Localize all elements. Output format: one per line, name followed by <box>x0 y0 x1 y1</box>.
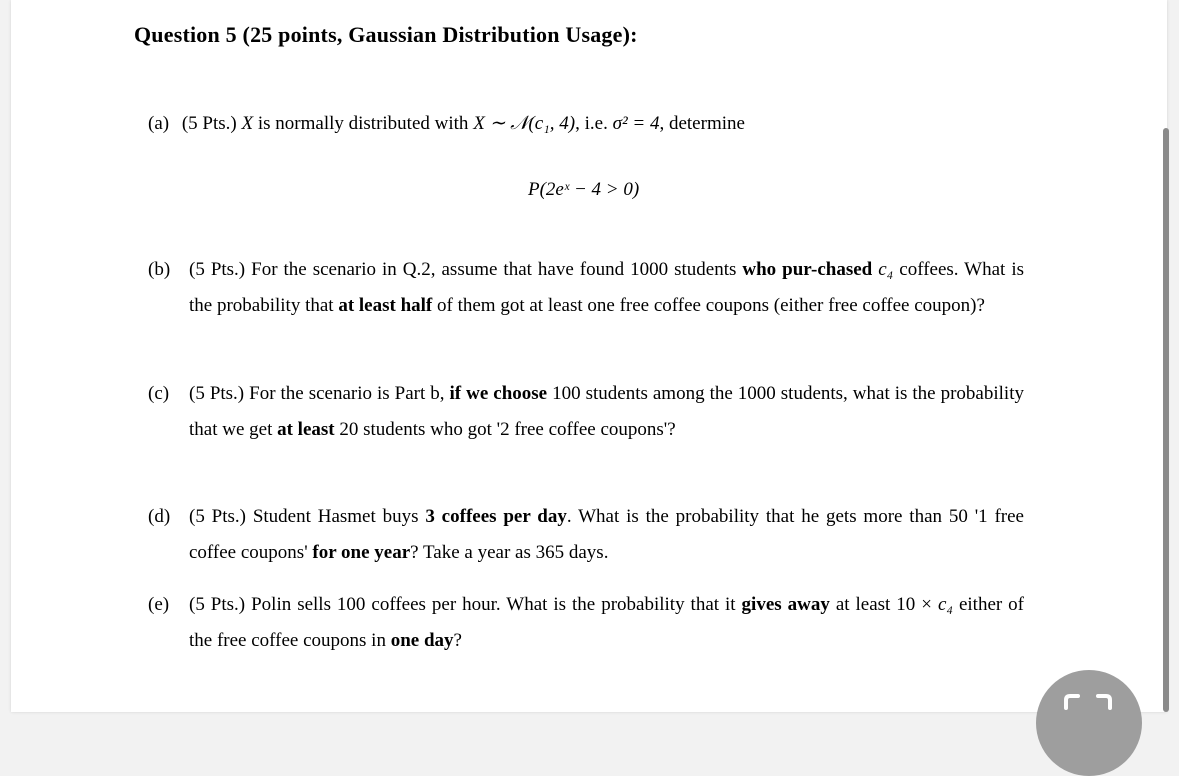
part-e-text-3: either of the free coffee coupons in <box>189 594 1025 651</box>
part-e-points: (5 Pts.) <box>189 594 246 615</box>
part-d <box>148 499 1024 571</box>
part-c-label: (c) <box>148 383 170 404</box>
part-c-points: (5 Pts.) <box>189 383 245 404</box>
part-a <box>148 106 745 142</box>
part-e-body <box>189 587 1024 659</box>
part-b-points: (5 Pts.) <box>189 259 246 280</box>
question-title: Question 5 (25 points, Gaussian Distribution Usage): <box>134 22 638 47</box>
part-e-label: (e) <box>148 594 170 615</box>
part-c-bold-1: if we choose <box>449 383 548 404</box>
part-a-distribution: X ∼ 𝒩(c₁, 4) <box>473 113 576 134</box>
part-d-label: (d) <box>148 506 171 527</box>
part-a-sigma: σ² = 4 <box>612 113 660 134</box>
part-a-text-pre: is normally distributed with <box>253 113 474 134</box>
part-c-body <box>189 376 1024 448</box>
part-b-bold-1: who pur-chased <box>742 259 873 280</box>
part-a-label: (a) <box>148 113 170 134</box>
part-d-body <box>189 499 1024 571</box>
part-d-text-1: Student Hasmet buys <box>245 506 426 527</box>
part-c <box>148 376 1024 448</box>
part-d-text-2: . What is the probability that he gets more than 50 '1 free coffee coupons' <box>189 506 1024 563</box>
part-c-text-2: 100 students among the 1000 students, what is the probability that we get <box>189 383 1024 440</box>
part-e-text-4: ? <box>453 630 462 651</box>
part-b <box>148 252 1024 324</box>
part-d-text-3: ? Take a year as 365 days. <box>410 542 609 563</box>
part-e-text-2: at least 10 × <box>829 594 938 615</box>
part-c-text-3: 20 students who got '2 free coffee coupons'? <box>334 419 676 440</box>
part-e-text-1: Polin sells 100 coffees per hour. What is the probability that it <box>245 594 742 615</box>
scan-icon <box>1064 694 1112 728</box>
part-e-bold-1: gives away <box>741 594 830 615</box>
part-b-text-4: of them got at least one free coffee coupons (either free coffee coupon)? <box>432 295 985 316</box>
part-a-points: (5 Pts.) <box>181 113 237 134</box>
part-b-body <box>189 252 1024 324</box>
part-b-c4: c₄ <box>878 259 894 280</box>
part-d-bold-1: 3 coffees per day <box>425 506 567 527</box>
part-d-bold-2: for one year <box>312 542 411 563</box>
part-a-variable: X <box>241 113 254 134</box>
part-a-text-mid: , i.e. <box>575 113 613 134</box>
part-b-label: (b) <box>148 259 171 280</box>
scrollbar[interactable] <box>1163 128 1169 712</box>
part-e-bold-2: one day <box>390 630 454 651</box>
part-a-display-equation: P(2eˣ − 4 > 0) <box>528 179 640 200</box>
part-b-text-1: For the scenario in Q.2, assume that have found 1000 students <box>245 259 743 280</box>
part-a-text-post: , determine <box>659 113 745 134</box>
part-b-text-3: coffees. What is the probability that <box>189 259 1024 316</box>
part-d-points: (5 Pts.) <box>189 506 246 527</box>
part-e-c4: c₄ <box>937 594 953 615</box>
part-e <box>148 587 1024 659</box>
part-c-bold-2: at least <box>277 419 335 440</box>
part-c-text-1: For the scenario is Part b, <box>244 383 450 404</box>
part-b-bold-2: at least half <box>338 295 433 316</box>
